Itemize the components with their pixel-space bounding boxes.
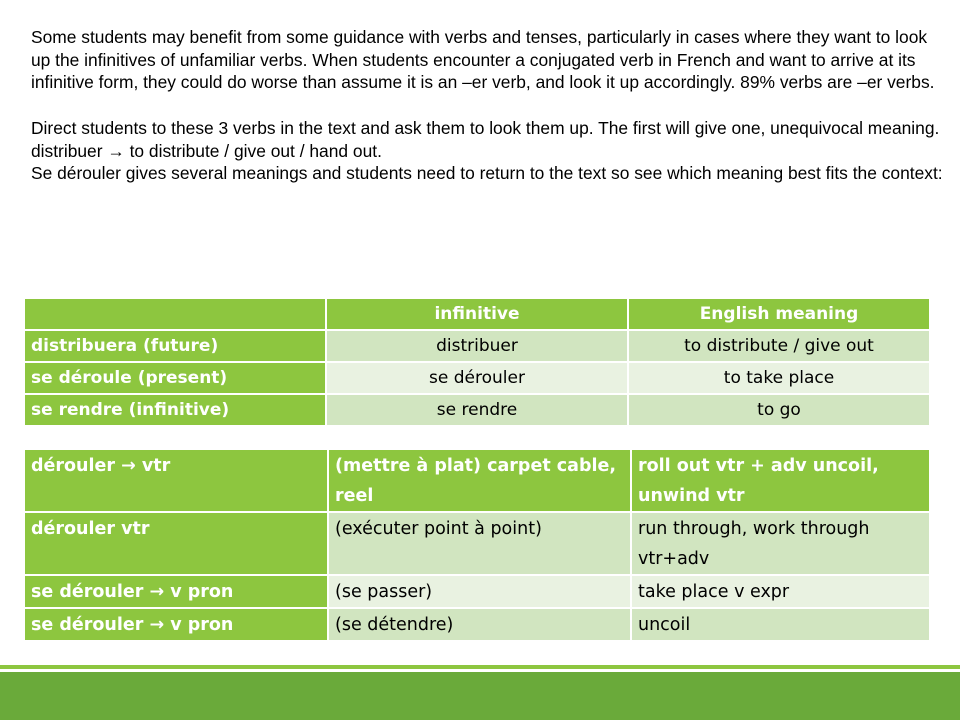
table-header-row bbox=[24, 449, 930, 512]
translation-cell: run through, work through vtr+adv bbox=[631, 512, 930, 575]
table-header-row bbox=[24, 298, 930, 330]
header-cell-empty bbox=[24, 298, 326, 330]
footer-accent-line bbox=[0, 665, 960, 669]
table-row bbox=[24, 512, 930, 575]
footer-bar bbox=[0, 672, 960, 720]
sense-cell: (exécuter point à point) bbox=[328, 512, 631, 575]
verb-form-cell: se déroule (present) bbox=[24, 362, 326, 394]
header-cell-verb: dérouler → vtr bbox=[24, 449, 328, 512]
intro-text bbox=[31, 26, 946, 185]
intro-paragraph-3: Se dérouler gives several meanings and students need to return to the text so see which meaning best fits the context: bbox=[31, 163, 943, 184]
table-row bbox=[24, 362, 930, 394]
infinitive-cell: se rendre bbox=[326, 394, 628, 426]
sense-cell: (se détendre) bbox=[328, 608, 631, 641]
meanings-table bbox=[23, 448, 931, 642]
verb-form-cell: distribuera (future) bbox=[24, 330, 326, 362]
verb-cell: se dérouler → v pron bbox=[24, 575, 328, 608]
table-row bbox=[24, 608, 930, 641]
verb-cell: dérouler vtr bbox=[24, 512, 328, 575]
meaning-cell: to distribute / give out bbox=[628, 330, 930, 362]
sense-cell: (se passer) bbox=[328, 575, 631, 608]
header-cell-sense: (mettre à plat) carpet cable, reel bbox=[328, 449, 631, 512]
infinitive-cell: se dérouler bbox=[326, 362, 628, 394]
table-row bbox=[24, 330, 930, 362]
meaning-cell: to take place bbox=[628, 362, 930, 394]
header-cell-infinitive: infinitive bbox=[326, 298, 628, 330]
verb-cell: se dérouler → v pron bbox=[24, 608, 328, 641]
translation-cell: take place v expr bbox=[631, 575, 930, 608]
infinitive-cell: distribuer bbox=[326, 330, 628, 362]
header-cell-translation: roll out vtr + adv uncoil, unwind vtr bbox=[631, 449, 930, 512]
intro-paragraph-2: Direct students to these 3 verbs in the text and ask them to look them up. The first will give one, unequivocal meaning. distribuer → to distribute / give out / hand out. bbox=[31, 117, 940, 161]
header-cell-english-meaning: English meaning bbox=[628, 298, 930, 330]
paragraph-gap bbox=[31, 94, 946, 117]
intro-paragraph-1: Some students may benefit from some guidance with verbs and tenses, particularly in cases where they want to look up the infinitives of unfamiliar verbs. When students encounter a conjugated verb in French and want to arrive at its infinitive form, they could do worse than assume it is an –er verb, and look it up accordingly. 89% verbs are –er verbs. bbox=[31, 27, 935, 93]
verb-form-cell: se rendre (infinitive) bbox=[24, 394, 326, 426]
table-row bbox=[24, 575, 930, 608]
table-row bbox=[24, 394, 930, 426]
translation-cell: uncoil bbox=[631, 608, 930, 641]
verbs-table bbox=[23, 297, 931, 427]
meaning-cell: to go bbox=[628, 394, 930, 426]
